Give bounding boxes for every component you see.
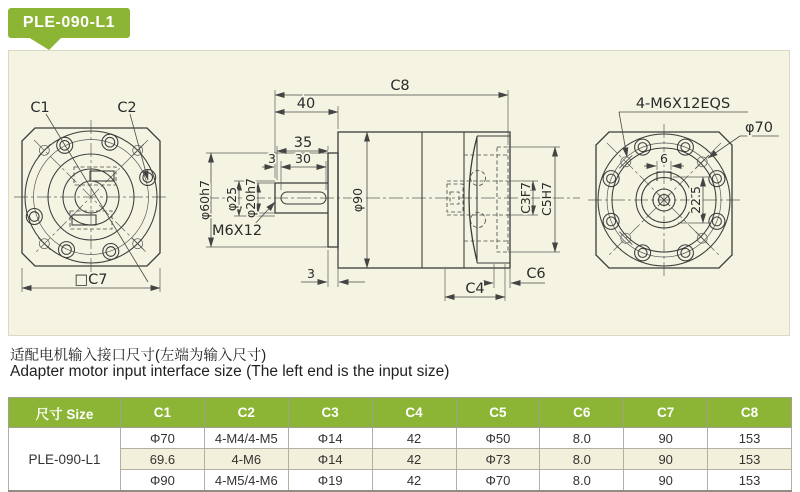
label-c1: C1	[30, 100, 50, 116]
row-label: PLE-090-L1	[9, 428, 121, 492]
dim-d60: φ60h7	[197, 179, 212, 221]
dimension-table	[8, 397, 792, 492]
dim-d25: φ25	[224, 186, 239, 212]
col-header-c3: C3	[288, 398, 372, 428]
table-cell: 8.0	[540, 428, 624, 449]
col-header-c7: C7	[624, 398, 708, 428]
table-row	[9, 449, 792, 470]
table-cell: 4-M4/4-M5	[204, 428, 288, 449]
dim-d90: φ90	[350, 187, 365, 213]
table-cell: 90	[624, 470, 708, 492]
dim-c8: C8	[390, 78, 410, 94]
dim-3-key: 3	[268, 151, 276, 166]
col-header-c5: C5	[456, 398, 540, 428]
table-cell: 153	[708, 470, 792, 492]
table-cell: Φ70	[121, 428, 205, 449]
dim-35: 35	[293, 135, 313, 151]
badge-pointer-icon	[28, 37, 62, 50]
col-header-c1: C1	[121, 398, 205, 428]
table-cell: 4-M6	[204, 449, 288, 470]
model-badge	[8, 8, 130, 38]
dim-thread: M6X12	[211, 223, 263, 239]
col-header-c2: C2	[204, 398, 288, 428]
dim-c3: C3F7	[518, 182, 533, 214]
label-c7: □C7	[74, 272, 108, 288]
table-cell: Φ73	[456, 449, 540, 470]
table-row	[9, 470, 792, 492]
label-c2: C2	[117, 100, 137, 116]
table-cell: 69.6	[121, 449, 205, 470]
front-view	[14, 100, 168, 292]
table-cell: Φ50	[456, 428, 540, 449]
dim-d70: φ70	[744, 120, 774, 136]
table-cell: 42	[372, 470, 456, 492]
table-cell: Φ14	[288, 449, 372, 470]
dim-c4: C4	[465, 281, 485, 297]
label-bolt-spec: 4-M6X12EQS	[635, 96, 731, 112]
dim-c5: C5H7	[539, 181, 554, 217]
col-header-c4: C4	[372, 398, 456, 428]
table-cell: 8.0	[540, 449, 624, 470]
col-header-c8: C8	[708, 398, 792, 428]
table-header-row	[9, 398, 792, 428]
col-header-c6: C6	[540, 398, 624, 428]
table-cell: 153	[708, 449, 792, 470]
section-dimensions	[206, 90, 560, 301]
dim-3-flange: 3	[307, 266, 315, 281]
dim-30: 30	[295, 151, 311, 166]
table-cell: 42	[372, 428, 456, 449]
table-cell: 90	[624, 428, 708, 449]
technical-drawing	[8, 50, 792, 337]
table-cell: 42	[372, 449, 456, 470]
rear-view	[588, 96, 779, 277]
dim-6: 6	[660, 151, 668, 166]
table-cell: 8.0	[540, 470, 624, 492]
table-cell: Φ19	[288, 470, 372, 492]
dim-c6: C6	[526, 266, 546, 282]
table-cell: 90	[624, 449, 708, 470]
col-header-size: 尺寸 Size	[9, 398, 121, 428]
table-cell: 153	[708, 428, 792, 449]
dim-22-5: 22.5	[688, 186, 703, 214]
caption-english: Adapter motor input interface size (The left end is the input size)	[10, 363, 450, 380]
table-cell: Φ14	[288, 428, 372, 449]
table-cell: Φ90	[121, 470, 205, 492]
dim-d20: φ20h7	[243, 177, 258, 219]
table-cell: 4-M5/4-M6	[204, 470, 288, 492]
caption-chinese: 适配电机输入接口尺寸(左端为输入尺寸)	[10, 348, 267, 364]
table-row	[9, 428, 792, 449]
model-badge-label: PLE-090-L1	[22, 14, 116, 31]
table-cell: Φ70	[456, 470, 540, 492]
section-view	[197, 78, 580, 301]
dim-40: 40	[296, 96, 316, 112]
